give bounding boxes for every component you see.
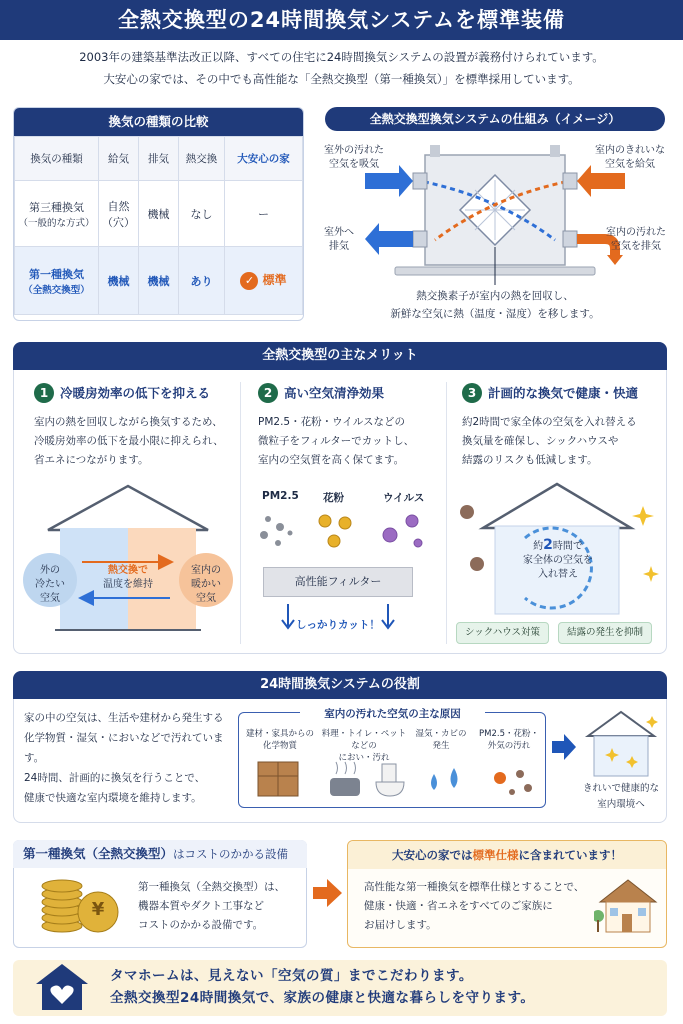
- label-line: 入れ替え: [538, 569, 578, 580]
- cause-line: におい・汚れ: [338, 753, 390, 763]
- label-line: 室内の: [191, 565, 221, 576]
- table-cell: 機械: [139, 181, 179, 247]
- label-line: 冷たい: [35, 579, 65, 590]
- supply-sub: （穴）: [102, 215, 135, 229]
- label-line: 室内の汚れた: [606, 227, 666, 238]
- supply-value: 自然: [107, 199, 130, 213]
- footer-line: 全熱交換型24時間換気で、家族の健康と快適な暮らしを守ります。: [110, 990, 535, 1006]
- filter-block: 高性能フィルター: [263, 567, 413, 597]
- body-line: 約2時間で家全体の空気を入れ替える: [462, 415, 637, 428]
- label-line: 室内のきれいな: [595, 145, 665, 156]
- heading-part: に含まれています！: [518, 848, 622, 862]
- caption-line: きれいで健康的な: [582, 783, 659, 794]
- footer-text: [110, 965, 660, 1009]
- warm-air-label: [184, 564, 228, 606]
- virus-label: ウイルス: [383, 492, 425, 504]
- merit-item: [462, 382, 672, 470]
- badge-sickhouse: シックハウス対策: [456, 622, 549, 644]
- cost-body: [138, 878, 303, 935]
- body-line: 省エネにつながります。: [34, 453, 149, 466]
- merit-title: 冷暖房効率の低下を抑える: [60, 385, 211, 401]
- merit-item: [34, 382, 244, 470]
- cause-item: [244, 728, 316, 752]
- badge-condensation: 結露の発生を抑制: [558, 622, 652, 644]
- mechanism-title: 全熱交換型換気システムの仕組み（イメージ）: [325, 107, 665, 131]
- merits-title: 全熱交換型の主なメリット: [13, 342, 667, 370]
- standard-body: [364, 878, 589, 935]
- body-line: PM2.5・花粉・ウイルスなどの: [258, 415, 405, 428]
- label-line: [516, 538, 600, 554]
- cost-heading: [13, 840, 307, 868]
- label-line: 空気: [196, 593, 216, 604]
- header-cell: 排気: [139, 137, 179, 181]
- cause-line: 建材・家具からの: [245, 729, 314, 739]
- label-line: 温度を維持: [103, 579, 153, 590]
- table-cell: 機械: [99, 247, 139, 315]
- mechanism-caption: [330, 287, 660, 323]
- number-badge: 2: [258, 383, 278, 403]
- header-cell-highlight: 大安心の家: [225, 137, 303, 181]
- body-line: 換気量を確保し、シックハウスや: [462, 434, 619, 447]
- arrow-right-orange-icon: [313, 878, 343, 908]
- standard-heading: [348, 841, 666, 869]
- label-part: 2: [543, 537, 553, 553]
- label-line: 空気を排気: [611, 241, 661, 252]
- cut-label: しっかりカット！: [296, 619, 380, 631]
- label-inside-exhaust: [596, 226, 676, 254]
- pot-icon: [330, 762, 360, 796]
- body-line: 第一種換気（全熱交換型）は、: [138, 881, 285, 893]
- text-line: 24時間、計画的に換気を行うことで、: [24, 772, 206, 784]
- page-title: 全熱交換型の24時間換気システムを標準装備: [0, 0, 683, 40]
- cold-air-label: [28, 564, 72, 606]
- cause-line: PM2.5・花粉・: [479, 729, 539, 739]
- germ-icon: [460, 505, 484, 571]
- heading-part: 大安心の家では: [392, 848, 473, 862]
- label-line: 室外へ: [324, 227, 354, 238]
- virus-icon: [383, 515, 422, 547]
- intro-line: 大安心の家では、その中でも高性能な「全熱交換型（第一種換気）」を標準採用しています。: [103, 72, 580, 86]
- label-part: 約: [533, 541, 544, 552]
- table-row: [15, 181, 303, 247]
- table-cell: [15, 181, 99, 247]
- caption-line: 室内環境へ: [597, 799, 645, 810]
- caption-line: 熱交換素子が室内の熱を回収し、: [416, 290, 574, 302]
- yen-symbol: ¥: [91, 899, 105, 920]
- merit-body: [462, 413, 672, 470]
- role-text: [24, 708, 239, 808]
- house-heat-illustration: [20, 480, 235, 640]
- table-cell: なし: [179, 181, 225, 247]
- cause-item: [414, 728, 468, 752]
- pm25-icon: [260, 516, 293, 546]
- text-line: 化学物質・湿気・においなどで汚れています。: [24, 732, 224, 764]
- particle-sun-icon: [494, 770, 532, 795]
- cause-item: [474, 728, 544, 752]
- number-badge: 3: [462, 383, 482, 403]
- sparkle-icon: [632, 506, 659, 582]
- merit-body: [34, 413, 244, 470]
- roof-icon: [48, 486, 208, 530]
- comparison-table-card: [13, 107, 304, 321]
- pollen-label: 花粉: [323, 492, 344, 504]
- home-heart-icon: [32, 962, 92, 1012]
- table-cell: あり: [179, 247, 225, 315]
- particles-icons: [250, 505, 440, 555]
- toilet-icon: [376, 764, 404, 796]
- body-line: コストのかかる設備です。: [138, 919, 264, 931]
- table-cell: [225, 247, 303, 315]
- cost-heading-strong: 第一種換気（全熱交換型）: [23, 846, 174, 861]
- caption-line: 新鮮な空気に熱（温度・湿度）を移します。: [390, 308, 600, 320]
- exhaust-arrow-icon: [365, 223, 413, 255]
- check-icon: ✓: [240, 272, 258, 290]
- merit-item: [258, 382, 468, 470]
- causes-title: 室内の汚れた空気の主な原因: [300, 706, 485, 722]
- footer-line: タマホームは、見えない「空気の質」までこだわります。: [110, 968, 473, 984]
- cause-line: 外気の汚れ: [487, 741, 531, 751]
- body-line: 室内の空気質を高く保てます。: [258, 453, 405, 466]
- cause-line: 湿気・カビの: [415, 729, 467, 739]
- header-cell: 給気: [99, 137, 139, 181]
- label-line: 家全体の空気を: [523, 555, 593, 566]
- label-line: 暖かい: [191, 579, 221, 590]
- label-line: 室外の汚れた: [324, 145, 384, 156]
- label-line: 熱交換で: [108, 565, 148, 576]
- table-cell: [99, 181, 139, 247]
- role-title: 24時間換気システムの役割: [13, 671, 667, 699]
- label-outside-intake: [314, 144, 394, 172]
- standard-label: 標準: [262, 273, 287, 287]
- arrow-right-icon: [552, 732, 578, 762]
- cycle-label: [516, 538, 600, 582]
- body-line: 微粒子をフィルターでカットし、: [258, 434, 415, 447]
- body-line: お届けします。: [364, 919, 437, 931]
- body-line: 機器本質やダクト工事など: [138, 900, 264, 912]
- label-line: 空気を給気: [605, 159, 655, 170]
- number-badge: 1: [34, 383, 54, 403]
- droplet-icon: [431, 768, 458, 790]
- intro-text: [0, 46, 683, 90]
- pm25-label: PM2.5: [262, 490, 299, 502]
- header-cell: 換気の種類: [15, 137, 99, 181]
- label-part: 時間で: [552, 541, 583, 552]
- header-cell: 熱交換: [179, 137, 225, 181]
- cause-line: 料理・トイレ・ペットなどの: [321, 729, 407, 751]
- label-line: 空気を吸気: [329, 159, 379, 170]
- cost-heading-rest: はコストのかかる設備: [173, 847, 289, 861]
- label-line: 空気: [40, 593, 60, 604]
- comparison-title: 換気の種類の比較: [14, 108, 303, 136]
- intro-line: 2003年の建築基準法改正以降、すべての住宅に24時間換気システムの設置が義務付けられています。: [79, 50, 604, 64]
- label-line: 外の: [40, 565, 60, 576]
- cause-line: 発生: [432, 741, 450, 751]
- merit-body: [258, 413, 468, 470]
- text-line: 家の中の空気は、生活や建材から発生する: [24, 712, 224, 724]
- table-cell: 機械: [139, 247, 179, 315]
- clean-caption: [576, 781, 666, 813]
- cabinet-icon: [258, 762, 298, 796]
- type-name: 第一種換気: [29, 267, 84, 281]
- comparison-table: [14, 136, 303, 315]
- text-line: 健康で快適な室内環境を維持します。: [24, 792, 202, 804]
- body-line: 健康・快適・省エネをすべてのご家族に: [364, 900, 553, 912]
- heading-highlight: 標準仕様: [472, 848, 519, 862]
- pollen-icon: [319, 515, 351, 547]
- type-sub: （全熱交換型）: [23, 284, 90, 296]
- body-line: 高性能な第一種換気を標準仕様とすることで、: [364, 881, 585, 893]
- type-name: 第三種換気: [29, 200, 84, 214]
- table-header-row: [15, 137, 303, 181]
- table-cell: [15, 247, 99, 315]
- center-label: [88, 564, 168, 592]
- coins-icon: [36, 874, 126, 938]
- roof-icon: [483, 484, 631, 528]
- table-row-highlight: [15, 247, 303, 315]
- divider: [240, 382, 241, 644]
- causes-icons: [244, 756, 544, 802]
- family-house-icon: [594, 876, 660, 936]
- label-line: 排気: [329, 241, 349, 252]
- merit-title: 計画的な換気で健康・快適: [488, 385, 639, 401]
- merit-title: 高い空気清浄効果: [284, 385, 385, 401]
- body-line: 冷暖房効率の低下を最小限に抑えられ、: [34, 434, 224, 447]
- label-inside-supply: [588, 144, 672, 172]
- cause-line: 化学物質: [262, 741, 297, 751]
- label-outside-exhaust: [314, 226, 364, 254]
- divider: [446, 382, 447, 644]
- body-line: 結露のリスクも低減します。: [462, 453, 598, 466]
- type-sub: （一般的な方式）: [18, 217, 95, 229]
- clean-house-icon: [582, 708, 660, 780]
- table-cell: ー: [225, 181, 303, 247]
- body-line: 室内の熱を回収しながら換気するため、: [34, 415, 223, 428]
